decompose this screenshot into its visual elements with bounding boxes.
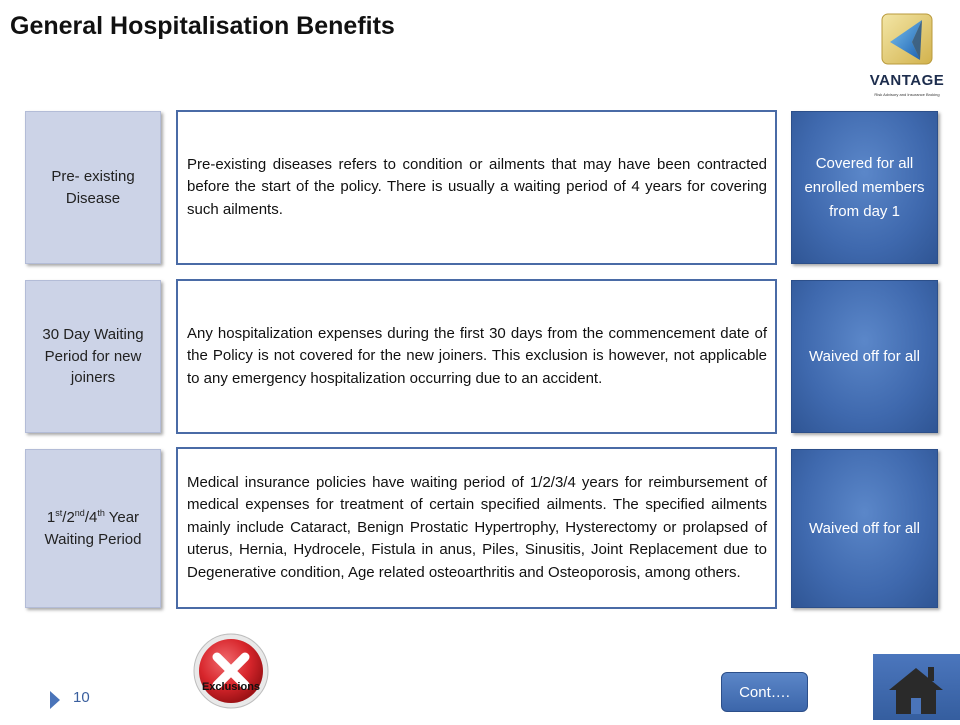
row-description-year-waiting — [176, 447, 777, 609]
row-status-year-waiting — [791, 449, 938, 608]
row-label-text: Pre- existing Disease — [51, 167, 135, 207]
row-label-year-waiting — [25, 449, 161, 608]
row-label-30-day — [25, 280, 161, 433]
row-description-pre-existing — [176, 110, 777, 265]
row-label-text: 1st/2nd/4th Year Waiting Period — [44, 507, 142, 548]
row-description-text: Any hospitalization expenses during the first 30 days from the commencement date of the Policy is not covered for the new joiners. This exclusion is however, not applicable to any emergency hospitalization occurring due to an accident. — [187, 324, 767, 387]
vantage-logo — [866, 12, 948, 102]
row-description-text: Medical insurance policies have waiting period of 1/2/3/4 years for reimbursement of medical expenses for treatment of certain specified ailments. The specified ailments mainly include Cataract, Benign Prostatic Hypertrophy, Hysterectomy or prolapsed of uterus, Hernia, Hydrocele, Fistula in anus, Piles, Sinusitis, Joint Replacement due to Degenerative condition, Age related osteoarthritis and Osteoporosis, among others. — [187, 473, 767, 581]
row-description-30-day — [176, 279, 777, 434]
row-status-text: Waived off for all — [809, 347, 920, 365]
page-marker-icon — [48, 689, 62, 711]
exclusion-x-icon — [190, 631, 272, 713]
page-title: General Hospitalisation Benefits — [10, 12, 395, 40]
row-status-30-day — [791, 280, 938, 433]
logo-name: VANTAGE — [869, 72, 945, 89]
row-status-text: Waived off for all — [809, 519, 920, 537]
exclusions-button[interactable] — [190, 631, 272, 713]
row-label-text: 30 Day Waiting Period for new joiners — [42, 325, 144, 387]
continue-button[interactable]: Cont…. — [721, 672, 808, 712]
home-button[interactable] — [873, 654, 960, 720]
exclusions-label: Exclusions — [201, 681, 261, 693]
page-number: 10 — [73, 689, 90, 706]
vantage-logo-icon — [880, 12, 934, 68]
row-status-text: Covered for all enrolled members from day 1 — [804, 154, 925, 220]
row-status-pre-existing — [791, 111, 938, 264]
row-description-text: Pre-existing diseases refers to condition or ailments that may have been contracted before the start of the policy. There is usually a waiting period of 4 years for covering such ailments. — [187, 155, 767, 218]
row-label-pre-existing — [25, 111, 161, 264]
logo-tagline: Risk Advisory and Insurance Broking — [874, 92, 940, 97]
home-icon — [873, 654, 960, 720]
